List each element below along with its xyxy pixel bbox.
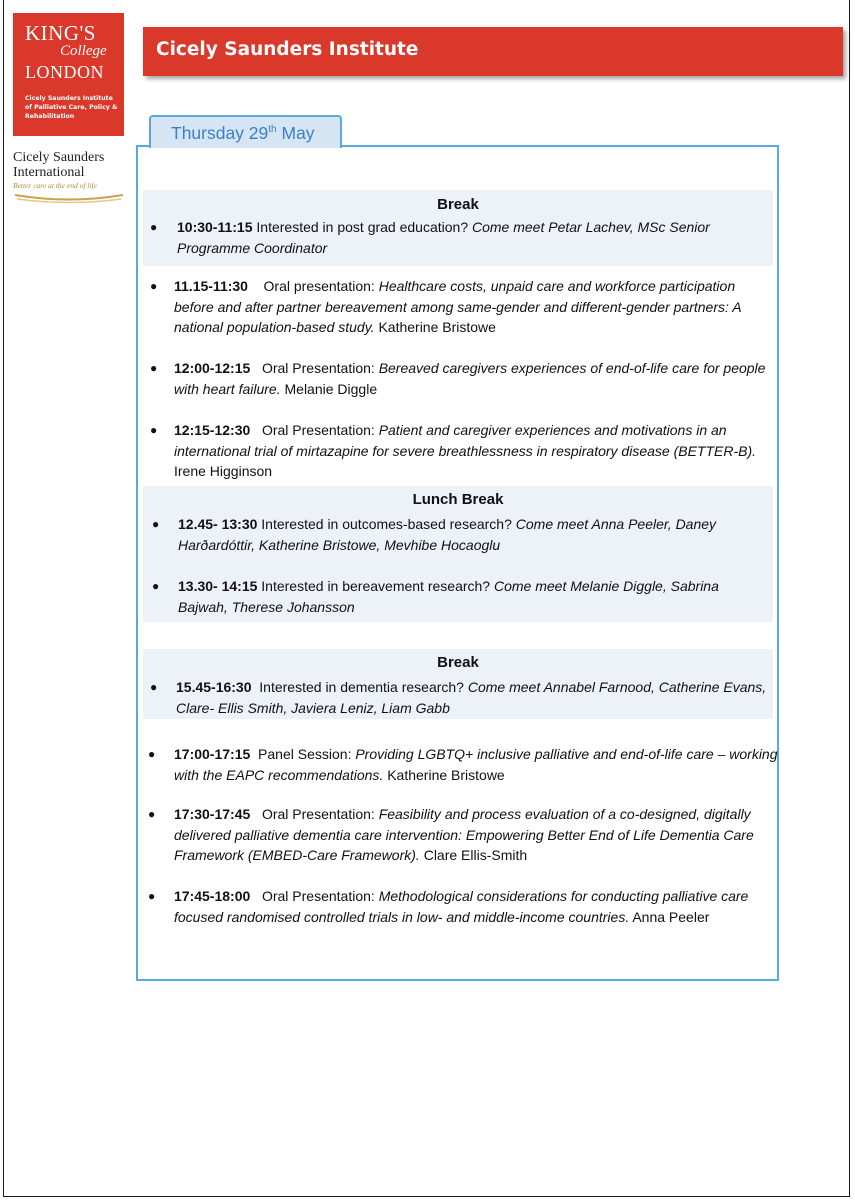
section-title-break-2: Break xyxy=(437,654,479,671)
date-tab xyxy=(149,115,342,148)
csi-tagline: Better care at the end of life xyxy=(13,181,97,190)
header-bar xyxy=(143,27,843,76)
logo-london: LONDON xyxy=(25,62,104,82)
page-title: Cicely Saunders Institute xyxy=(156,39,419,60)
csi-name-line2: International xyxy=(13,165,85,180)
csi-name-line1: Cicely Saunders xyxy=(13,150,105,165)
cicely-saunders-international-logo xyxy=(13,150,128,204)
section-title-lunch: Lunch Break xyxy=(412,491,504,508)
kings-college-logo xyxy=(13,13,124,136)
logo-kings: KING'S xyxy=(25,21,96,45)
swoosh-icon xyxy=(13,192,125,204)
logo-college: College xyxy=(60,43,107,59)
logo-subtitle: Cicely Saunders Institute of Palliative Care, Policy & Rehabilitation xyxy=(25,95,118,120)
section-title-break-1: Break xyxy=(437,196,479,213)
date-label: Thursday 29th May xyxy=(171,123,315,143)
